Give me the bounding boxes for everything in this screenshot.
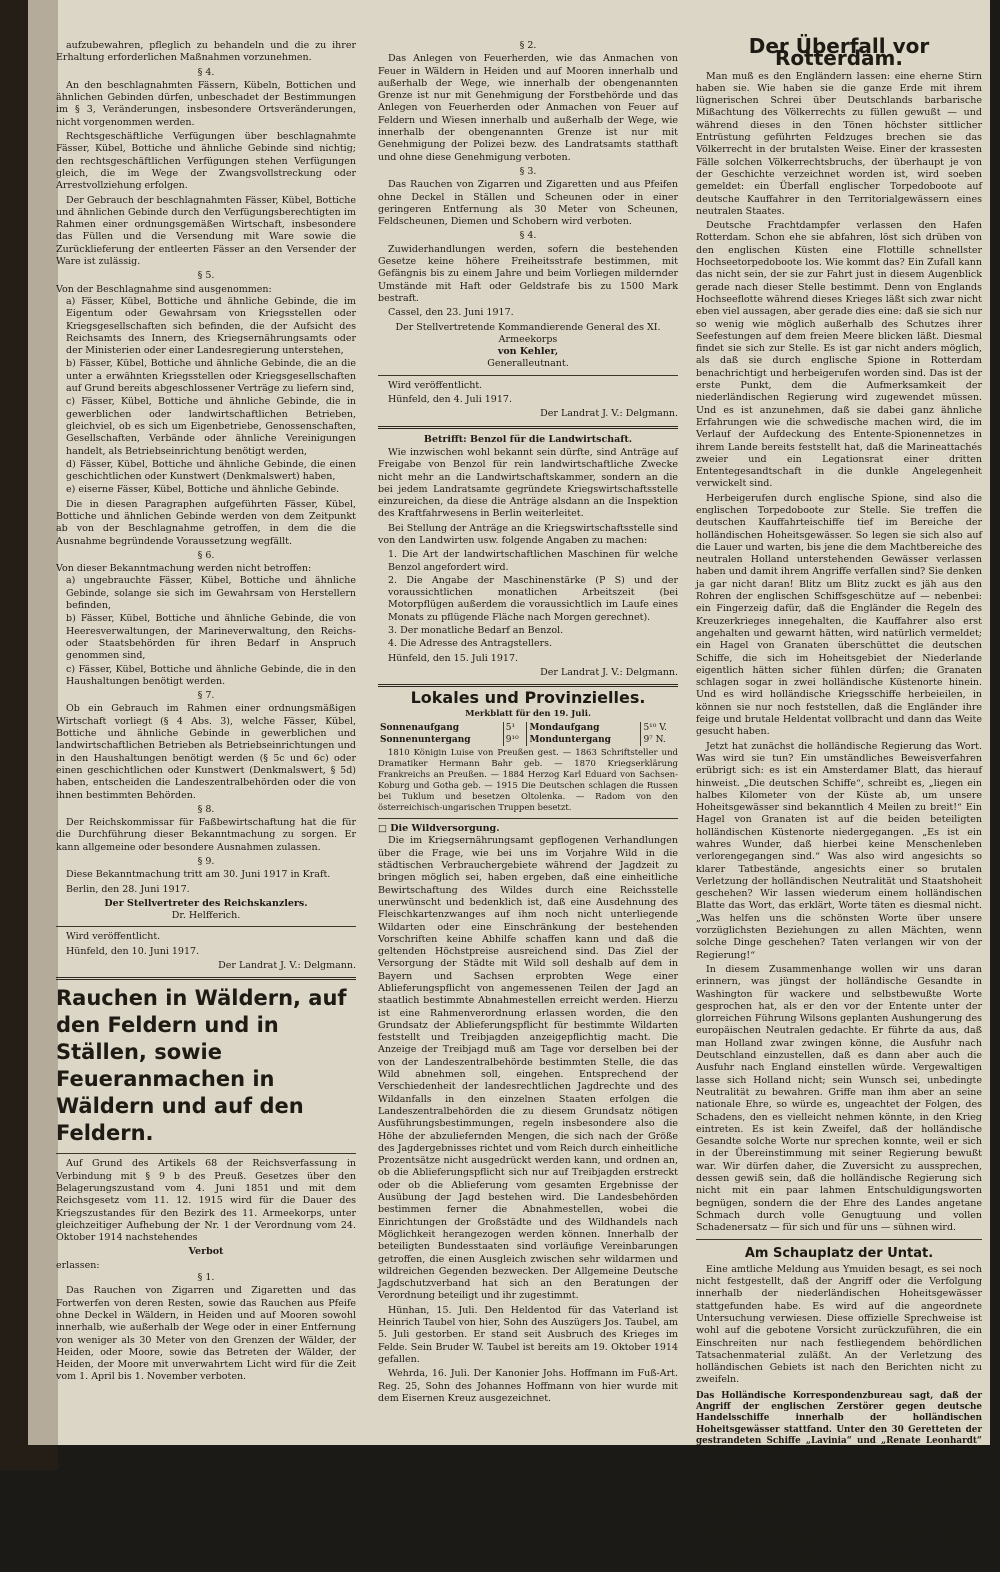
benzol-heading: Betrifft: Benzol für die Landwirtschaft. [423,433,633,445]
list-item: c) Fässer, Kübel, Bottiche und ähnliche Gebinde, die in gewerblichen oder landwirtschaftlichen Betrieben, gleichviel, ob es sich um Eigenbetriebe, Genossenschaften, Gesellschaften, Verbände oder ähnliche Vereinigungen handelt, als Betriebseinrichtung benötigt werden, [66,396,356,457]
list-item: a) Fässer, Kübel, Bottiche und ähnliche Gebinde, die im Eigentum oder Gewahrsam von Kriegsstellen oder Kriegsgesellschaften sich befinden, die der Aufsicht des Reichsamts des Innern, des Kriegsernährungsamts oder der Ministerien oder einer Landesregierung unterstehen, [66,295,356,357]
table-cell: 5¹ [503,722,527,734]
benzol-paragraph-1: Wie inzwischen wohl bekannt sein dürfte, sind Anträge auf Freigabe von Benzol für rein landwirtschaftliche Zwecke nicht mehr an die Landwirtschaftskammer, sondern an die bei jedem Landratsamte gegründete Kriegswirtschaftsstelle einzureichen, da diese die Anträge alsdann an die Inspektion des Kraftfahrwesens in Berlin weiterleitet. [378,446,678,520]
table-cell: Sonnenuntergang [380,734,471,745]
table-row [378,734,678,746]
list-item: 3. Der monatliche Bedarf an Benzol. [388,625,564,637]
article-title: Der Überfall vor Rotterdam. [748,34,930,71]
article-paragraph: Herbeigerufen durch englische Spione, sind also die englischen Torpedoboote zur Stelle. Sie treffen die deutschen Kauffahrteischiffe tief im Bereiche der holländischen Hoheitsgewässer. So legen sie sich also auf die Lauer und warten, bis jene die dem Machtbereiche des neutralen Holland unterstehenden Gewässer verlassen haben und damit ihrem Angriffe verfallen sind? Sie denken ja gar nicht daran! Blitz um Blitz zuckt es jäh aus den Rohren der englischen Schiffsgeschütze auf — nebenbei: ein Fingerzeig dafür, daß die Engländer die Regeln des Kreuzerkrieges innegehalten, die Kauffahrer also erst angehalten und gewarnt hätten, wird natürlich vermeldet; ein Hagel von Granaten überschüttet die deutschen Schiffe, die sich im Hoheitsgebiet der Niederlande eigentlich hätten sicher fühlen dürfen; die Granaten schlagen sogar in zwei holländische Küstenorte hinein. Und es wird holländische Kriegsschiffe herbeieilen, in können sie nur noch feststellen, daß die Engländer ihre feige und brutale Heldentat vollbracht und dann das Weite gesucht haben. [696,492,982,738]
section-5-intro: Von der Beschlagnahme sind ausgenommen: [56,283,272,295]
verbot-heading: Verbot [188,1246,224,1258]
column-2 [378,40,678,1407]
publication-note: Wird veröffentlicht. [388,379,483,391]
divider [378,375,678,376]
schauplatz-bold-paragraph: Das Holländische Korrespondenzbureau sagt, daß der Angriff der englischen Zerstörer gegen deutsche Handelsschiffe innerhalb der holländischen Hoheitsgewässer stattfand. Unter den 30 Geretteten der gestrandeten Schiffe „Lavinia“ und „Renate Leonhardt“ sind mehrere verletzt. Mehrere Tote wurden geborgen. Die Besatzung des Dampfers „Heinrich Blumberg“ ist in Nieuwediep eingetroffen. Der Direktor des Hotels Nassau in Bergen am See sah etwa 400—500 Meter von der Küste entfernt 2 Dampfer liegen, etwas weiter lagen zwei Dampfer ebenfalls fest. In nächster Nähe wurden vierzehn englische Zerstörer waren in der Nähe und beschossen die beiden Schiffe. Der Augenzeuge sagt, daß nach seiner Schätzung die englischen Fahrzeuge innerhalb der holländischen Hoheitsgewässer sich befanden. [696,1390,982,1571]
article-paragraph: Man muß es den Engländern lassen: eine eherne Stirn haben sie. Wie haben sie die ganze Erde mit ihrem lügnerischen Schrei über Deutschlands barbarische Mißachtung des Völkerrechts zu füllen gewußt — und während dieses in den Tönen höchster sittlicher Entrüstung geführten Feldzuges brechen sie das Völkerrecht in der brutalsten Weise. Einer der krassesten Fälle solchen Völkerrechtsbruchs, der überhaupt je von der Geschichte verzeichnet worden ist, wird soeben gemeldet: ein Überfall englischer Torpedoboote auf deutsche Kauffahrer in den Territorialgewässern eines neutralen Staates. [696,70,982,217]
article-paragraph: Jetzt hat zunächst die holländische Regierung das Wort. Was wird sie tun? Ein umständliches Beweisverfahren erübrigt sich: es ist ein Amsterdamer Blatt, das hierauf hinweist. „Die deutschen Schiffe“, schreibt es, „liegen ein halbes Kilometer von der Küste ab, um unsere Hoheitsgewässer sind bekanntlich 4 Meilen zu breit!“ Ein Hagel von Granaten ist auf die beiden beteiligten holländischen Küstenorte niedergegangen. „Es ist ein wahres Wunder, daß hierbei keine Menschenleben verlorengegangen sind.“ Was also wird angesichts so klarer Tatbestände, angesichts einer so brutalen Verletzung der holländischen Neutralität und Staatshoheit geschehen? Wir lassen wiederum einem holländischen Blatte das Wort, das erklärt, Worte täten es diesmal nicht. „Was helfen uns die schönsten Worte über unsere vorzüglichsten Beziehungen zu allen Mächten, wenn solche Dinge geschehen? Taten verlangen wir von der Regierung!“ [696,740,982,961]
list-item: 1. Die Art der landwirtschaftlichen Maschinen für welche Benzol angefordert wird. [388,549,678,573]
landrat-signature: Der Landrat J. V.: Delgmann. [218,960,356,972]
erlassen: erlassen: [56,1259,100,1271]
table-cell: 9¹⁰ [503,734,527,746]
verbot-section-4: § 4. [519,230,537,242]
verbot-section-1: § 1. [197,1272,215,1284]
dateline-berlin: Berlin, den 28. Juni 1917. [66,883,190,895]
section-7: § 7. [197,690,215,702]
publication-note: Wird veröffentlicht. [66,931,161,943]
table-cell: Mondaufgang [527,722,641,734]
verbot-section-3-text: Das Rauchen von Zigarren und Zigaretten und aus Pfeifen ohne Deckel in Ställen und Scheunen oder in einer geringeren Entfernung als 30 Meter von Scheunen, Feldscheunen, Diemen und Schobern wird verboten. [378,179,678,228]
verbot-section-4-text: Zuwiderhandlungen werden, sofern die bestehenden Gesetze keine höhere Freiheitsstrafe bestimmen, mit Gefängnis bis zu einem Jahre und beim Vorliegen mildernder Umstände mit Haft oder Geldstrafe bis zu 1500 Mark bestraft. [378,243,678,304]
dateline-huenfeld: Hünfeld, den 15. Juli 1917. [388,652,519,664]
list-item: b) Fässer, Kübel, Bottiche und ähnliche Gebinde, die an die unter a erwähnten Kriegsstellen oder Kriegsgesellschaften auf Grund bereits abgeschlossener Verträge zu liefern sind, [66,358,356,395]
verbot-section-2-text: Das Anlegen von Feuerherden, wie das Anmachen von Feuer in Wäldern in Heiden und auf Mooren innerhalb und außerhalb der Wege, wie innerhalb der obengenannten Grenze ist nur mit Genehmigung der Forstbehörde und das Anlegen von Feuerherden oder Anmachen von Feuer auf Feldern und Wiesen innerhalb und außerhalb der Wege, wie innerhalb der obengenannten Grenze ist nur mit Genehmigung der Polizei bezw. des Landratsamts statthaft und ohne diese Genehmigung verboten. [378,53,678,163]
divider [56,1153,356,1154]
verbot-intro: Auf Grund des Artikels 68 der Reichsverfassung in Verbindung mit § 9 b des Preuß. Gesetzes über den Belagerungszustand vom 4. Juni 1851 und mit dem Reichsgesetz vom 11. 12. 1915 wird für die Dauer des Kriegszustandes für den Bezirk des 11. Armeekorps, unter gleichzeitiger Aufhebung der Nr. 1 der Verordnung vom 24. Oktober 1914 nachstehendes [56,1158,356,1244]
section-6-list [66,575,356,688]
list-item: b) Fässer, Kübel, Bottiche und ähnliche Gebinde, die von Heeresverwaltungen, der Marineverwaltung, den Reichs- oder Staatsbehörden für ihren Bedarf in Anspruch genommen sind, [66,613,356,662]
verbot-section-1-text: Das Rauchen von Zigarren und Zigaretten und das Fortwerfen von deren Resten, sowie das Rauchen aus Pfeife ohne Deckel in Wäldern, in Heiden und auf Mooren sowohl innerhalb, wie außerhalb der Wege oder in einer Entfernung von weniger als 30 Meter von den Grenzen der Wälder, der Heiden, oder Moore, sowie das Betreten der Wälder, der Heiden, der Moore mit unverwahrtem Licht wird für die Zeit vom 1. April bis 1. November verboten. [56,1285,356,1383]
wildversorgung-text: Die im Kriegsernährungsamt gepflogenen Verhandlungen über die Frage, wie bei uns im Vorjahre Wild in die städtischen Verbrauchergebiete während der Jagdzeit zu bringen möglich sei, haben ergeben, daß eine einheitliche Bewirtschaftung des Wildes durch eine Reichsstelle unerwünscht und bedenklich ist, daß eine Ausdehnung des Fleischkartenzwanges auf ihm noch nicht unterliegende Wildarten oder eine Einschränkung der bestehenden Vorschriften keine Abhilfe schaffen kann und daß die geltenden Höchstpreise ausreichend sind. Das Ziel der Versorgung der Städte mit Wild soll deshalb auf dem in Bayern und Sachsen erprobten Wege einer Ablieferungspflicht von angemessenen Teilen der Jagd an staatlich bestimmte Abnahmestellen erreicht werden. Hierzu ist eine Rahmenverordnung erlassen worden, die den Grundsatz der Ablieferungspflicht für bestimmte Wildarten feststellt und Treibjagden anzeigepflichtig macht. Die Anzeige der Treibjagd muß am Tage vor derselben bei der von der Landeszentralbehörde bestimmten Stelle, die das Wild abnehmen soll, eingehen. Entsprechend der Verschiedenheit der landesrechtlichen Jagdrechte und des Wildanfalls in den einzelnen Staaten erfolgen die Landeszentralbehörden die zu diesem Grundsatz nötigen Ausführungsbestimmungen, regeln insbesondere also die Höhe der abzuliefernden Mengen, die sich nach der Größe des Jagdergebnisses richtet und vom Reich durch einheitliche Prozentsätze nicht ausgedrückt werden kann, und ordnen an, ob die Ablieferungspflicht sich nur auf Treibjagden erstreckt oder ob die Ablieferung vom gesamten Ergebnisse der Ausübung der Jagd bestehen wird. Die Landesbehörden bestimmen ferner die Abnahmestellen, wobei die Einrichtungen der Großstädte und des Wildhandels nach Möglichkeit herangezogen werden können. Innerhalb der beteiligten Bundesstaaten sind vorläufige Vereinbarungen getroffen, die einen Ausgleich zwischen sehr wildarmen und wildreichen Gegenden bezwecken. Der Allgemeine Deutsche Jagdschutzverband hat sich an den Beratungen der Verordnung beteiligt und ihr zugestimmt. [378,835,678,1302]
schauplatz-paragraph: Eine amtliche Meldung aus Ymuiden besagt, es sei noch nicht festgestellt, daß der Angriff oder die Verfolgung innerhalb der niederländischen Hoheitsgewässer stattgefunden habe. Es wird auf die angeordnete Untersuchung verwiesen. Diese offizielle Sprechweise ist wohl auf die gebotene Vorsicht zurückzuführen, die ein Einschreiten nur nach festliegendem behördlichen Tatsachenmaterial zuläßt. An der Verletzung des holländischen Gebiets ist nach den Berichten nicht zu zweifeln. [696,1263,982,1386]
section-8: § 8. [197,803,215,815]
section-7-text: Ob ein Gebrauch im Rahmen einer ordnungsmäßigen Wirtschaft vorliegt (§ 4 Abs. 3), welche Fässer, Kübel, Bottiche und ähnliche Gebinde in gewerblichen und landwirtschaftlichen Betrieben als Betriebseinrichtungen und in den Haushaltungen benötigt werden (§ 5c und 6c) oder einen geschichtlichen oder Kunstwert (Denkmalswert, § 5d) haben, entscheiden die Landeszentralbehörden oder die von ihnen bestimmten Behörden. [56,703,356,801]
wehrda-note: Wehrda, 16. Juli. Der Kanonier Johs. Hoffmann im Fuß-Art. Reg. 25, Sohn des Johannes Hoffmann von hier wurde mit dem Eisernen Kreuz ausgezeichnet. [378,1368,678,1404]
benzol-paragraph-2: Bei Stellung der Anträge an die Kriegswirtschaftsstelle sind von den Landwirten usw. folgende Angaben zu machen: [378,522,678,546]
section-4-paragraph-3: Der Gebrauch der beschlagnahmten Fässer, Kübel, Bottiche und ähnlichen Gebinde durch den Verfügungsberechtigten im Rahmen einer ordnungsgemäßen Wirtschaft, insbesondere das Füllen und die Versendung mit Ware sowie die Zurücklieferung der entleerten Fässer an den Versender der Ware ist zulässig. [56,194,356,268]
merkblatt-events: 1810 Königin Luise von Preußen gest. — 1863 Schriftsteller und Dramatiker Hermann Bahr geb. — 1870 Kriegserklärung Frankreichs an Preußen. — 1884 Herzog Karl Eduard von Sachsen-Koburg und Gotha geb. — 1915 Die Deutschen schlagen die Russen bei Tuklum und besetzen Oltolenka. — Radom von den österreichisch-ungarischen Truppen besetzt. [378,748,678,814]
article-paragraph: Deutsche Frachtdampfer verlassen den Hafen Rotterdam. Schon ehe sie abfahren, löst sich drüben von den englischen Küsten eine Flottille schnellster Hochseetorpedoboote los. Wie kommt das? Ein Zufall kann das nicht sein, der sie zur Fahrt just in diesem Augenblick gerade nach dieser Stelle bestimmt. Denn von Englands Hochseeflotte während dieses Krieges läßt sich zwar nicht eben viel aussagen, aber gerade dies eine: daß sie sich nur so wenig wie möglich außerhalb des Schutzes ihrer Seefestungen auf dem freien Meere blicken läßt. Diesmal findet sie sich zur Stelle. Es ist gar nicht anders möglich, als daß sie durch englische Spione in Rotterdam benachrichtigt und herbeigerufen worden sind. Das ist der erste Punkt, dem die Aufmerksamkeit der niederländischen Regierung wird zugewendet müssen. Und es ist anzunehmen, daß sie dabei ganz ähnliche Erfahrungen wie die schwedische machen wird, die im Verlauf der Aufdeckung des Entente-Spionennetzes in ihrem Lande bereits feststellt hat, daß die Marineattachés zweier und ein Legationsrat einer dritten Ententegesandtschaft in die dunkle Angelegenheit verwickelt sind. [696,220,982,490]
list-item: d) Fässer, Kübel, Bottiche und ähnliche Gebinde, die einen geschichtlichen oder Kunstwert (Denkmalswert) haben, [66,458,356,483]
dateline-cassel: Cassel, den 23. Juni 1917. [388,307,514,319]
section-5-end: Die in diesen Paragraphen aufgeführten Fässer, Kübel, Bottiche und ähnlichen Gebinde werden von dem Zeitpunkt ab von der Beschlagnahme getroffen, in dem die die Ausnahme begründende Voraussetzung wegfällt. [56,498,356,547]
section-5-list [66,296,356,497]
list-item: c) Fässer, Kübel, Bottiche und ähnliche Gebinde, die in den Haushaltungen benötigt werden. [66,663,356,687]
table-cell: Sonnenaufgang [380,722,460,733]
section-9-text: Diese Bekanntmachung tritt am 30. Juni 1917 in Kraft. [66,869,331,881]
verbot-section-3: § 3. [519,165,537,177]
signature-name: Dr. Helfferich. [171,910,241,922]
section-5: § 5. [197,270,215,282]
list-item: 2. Die Angabe der Maschinenstärke (P S) und der voraussichtlichen monatlichen Arbeitszeit (bei Motorpflügen außerdem die voraussichtlich im Laufe eines Monats zu pflügende Fläche nach Morgen gerechnet). [388,574,678,623]
list-item: 4. Die Adresse des Antragstellers. [388,638,553,650]
astro-table [378,722,678,747]
section-9: § 9. [197,856,215,867]
wildversorgung-heading: □ Die Wildversorgung. [378,823,500,835]
landrat-signature: Der Landrat J. V.: Delgmann. [540,666,678,678]
general-title: Der Stellvertretende Kommandierende General des XI. Armeekorps [395,321,661,345]
section-4-paragraph-2: Rechtsgeschäftliche Verfügungen über beschlagnahmte Fässer, Kübel, Bottiche und ähnliche Gebinde sind nichtig; den rechtsgeschäftlichen Verfügungen stehen Verfügungen gleich, die im Wege der Zwangsvollstreckung oder Arrestvollziehung erfolgen. [56,131,356,192]
general-rank: Generalleutnant. [487,358,569,370]
divider-double [378,684,678,687]
signature-title: Der Stellvertreter des Reichskanzlers. [104,897,308,909]
column-3 [696,34,982,1572]
landrat-signature: Der Landrat J. V.: Delgmann. [540,408,678,420]
section-6: § 6. [197,549,215,561]
verbot-section-2: § 2. [519,40,537,51]
benzol-list [388,549,678,650]
table-cell: 5¹⁰ V. [641,722,678,734]
list-item: e) eiserne Fässer, Kübel, Bottiche und ähnliche Gebinde. [66,484,340,496]
section-4: § 4. [197,66,215,78]
article-headline: Rauchen in Wäldern, auf den Feldern und in Ställen, sowie Feueranmachen in Wäldern und auf den Feldern. [56,986,347,1146]
table-cell: Monduntergang [527,734,641,746]
article-paragraph: In diesem Zusammenhange wollen wir uns daran erinnern, was jüngst der holländische Gesandte in Washington für wackere und selbstbewußte Worte gesprochen hat, als er den vor der Entente unter der glorreichen Führung Wilsons geplanten Aushungerung des europäischen Neutralen gedachte. Er führte da aus, daß man Holland zwar zwingen könne, die Ausfuhr nach Deutschland einzustellen, daß es dann aber auch die Ausfuhr nach England einstellen würde. Vergewaltigen lasse sich Holland nicht; sein Wunsch sei, unbedingte Neutralität zu bewahren. Griffe man ihm aber an seine nationale Ehre, so würde es, ungeachtet der Folgen, des Schadens, den es vielleicht nehmen könnte, in den Krieg eintreten. Es ist kein Zweifel, daß der holländische Gesandte solche Worte nur sprechen konnte, weil er sich in der Übereinstimmung mit seiner Regierung bewußt war. Wir dürfen daher, die Zuversicht zu aussprechen, dessen gewiß sein, daß die holländische Regierung sich nicht mit ein paar lahmen Entschuldigungsworten begnügen, sondern die der Ehre des Landes angetane Schmach durch volle Genugtuung und vollen Schadenersatz — für sich und für uns — sühnen wird. [696,963,982,1234]
table-row [378,722,678,734]
divider-double [56,977,356,980]
section-6-intro: Von dieser Bekanntmachung werden nicht betroffen: [56,563,312,575]
divider [696,1239,982,1240]
top-paragraph: aufzubewahren, pfleglich zu behandeln und die zu ihrer Erhaltung erforderlichen Maßnahmen vorzunehmen. [56,40,356,64]
lokales-heading: Lokales und Provinzielles. [410,688,646,708]
list-item: a) ungebrauchte Fässer, Kübel, Bottiche und ähnliche Gebinde, solange sie sich im Gewahrsam von Herstellern befinden, [66,575,356,612]
dateline-huenfeld: Hünfeld, den 10. Juni 1917. [66,945,200,957]
general-name: von Kehler, [497,346,559,358]
section-4-paragraph-1: An den beschlagnahmten Fässern, Kübeln, Bottichen und ähnlichen Gebinden dürfen, unbeschadet der Bestimmungen im § 3, Veränderungen, insbesondere Ortsveränderungen, nicht vorgenommen werden. [56,79,356,128]
newspaper-page [28,0,990,1571]
dateline-huenfeld: Hünfeld, den 4. Juli 1917. [388,394,512,406]
page-edge-shadow [0,0,58,1470]
column-1 [56,40,356,1386]
section-8-text: Der Reichskommissar für Faßbewirtschaftung hat die für die Durchführung dieser Bekanntmachung zu sorgen. Er kann allgemeine oder besondere Ausnahmen zulassen. [56,817,356,853]
divider [56,926,356,927]
huenhan-note: Hünhan, 15. Juli. Den Heldentod für das Vaterland ist Heinrich Taubel von hier, Sohn des Auszügers Jos. Taubel, am 5. Juli gestorben. Er stand seit Ausbruch des Krieges im Felde. Sein Bruder W. Taubel ist bereits am 19. Oktober 1914 gefallen. [378,1304,678,1365]
table-cell: 9⁷ N. [641,734,678,746]
divider [378,818,678,819]
schauplatz-heading: Am Schauplatz der Untat. [744,1245,934,1261]
divider-double [378,426,678,429]
merkblatt-heading: Merkblatt für den 19. Juli. [465,708,591,719]
